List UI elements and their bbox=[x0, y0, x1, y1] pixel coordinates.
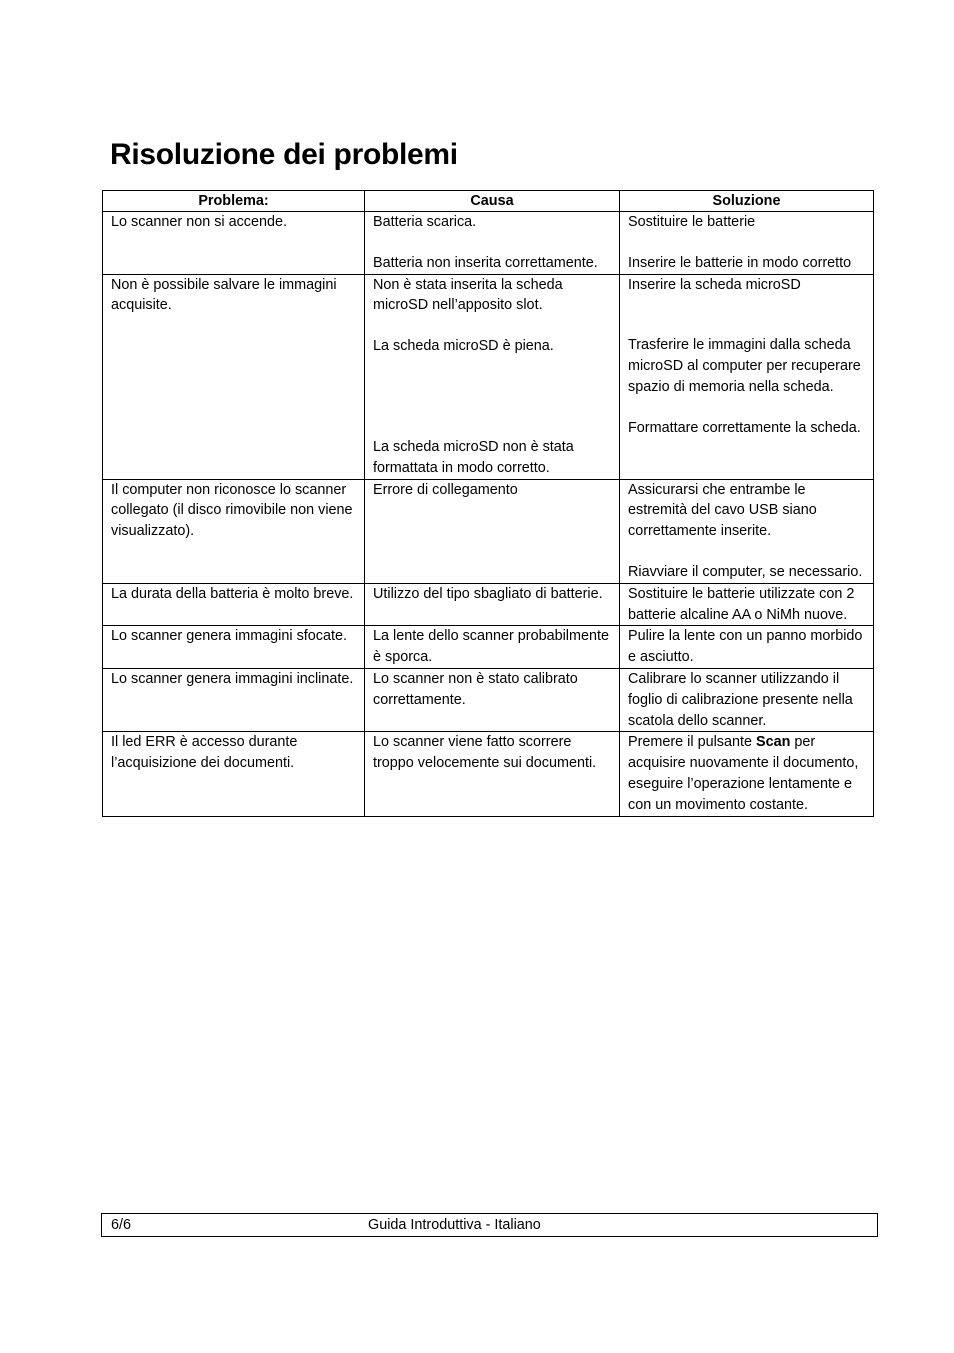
problem-cell bbox=[103, 668, 365, 731]
solution-cell bbox=[620, 626, 874, 669]
table-header-row bbox=[103, 191, 874, 212]
cause-cell bbox=[365, 626, 620, 669]
header-cause: Causa bbox=[365, 191, 620, 212]
problem-text: Lo scanner non si accende. bbox=[111, 214, 288, 230]
troubleshooting-table bbox=[102, 190, 874, 817]
table-row bbox=[103, 212, 874, 275]
problem-cell bbox=[103, 274, 365, 479]
cause-cell bbox=[365, 479, 620, 583]
table-row bbox=[103, 732, 874, 816]
cause-text: Lo scanner viene fatto scorrere troppo velocemente sui documenti. bbox=[373, 734, 597, 772]
problem-cell bbox=[103, 732, 365, 816]
header-solution: Soluzione bbox=[620, 191, 874, 212]
solution-cell bbox=[620, 479, 874, 583]
table-row bbox=[103, 583, 874, 626]
cause-text: Batteria scarica. bbox=[373, 214, 477, 230]
cause-text: Batteria non inserita correttamente. bbox=[373, 254, 598, 271]
cause-text: La scheda microSD è piena. bbox=[373, 338, 554, 355]
problem-cell bbox=[103, 479, 365, 583]
solution-text: Calibrare lo scanner utilizzando il foglio di calibrazione presente nella scatola dello scanner. bbox=[628, 670, 853, 729]
problem-cell bbox=[103, 212, 365, 275]
solution-text: Inserire la scheda microSD bbox=[628, 276, 801, 293]
cause-cell bbox=[365, 274, 620, 479]
table-row bbox=[103, 668, 874, 731]
solution-text: Sostituire le batterie bbox=[628, 214, 756, 230]
cause-text: Lo scanner non è stato calibrato correttamente. bbox=[373, 670, 578, 708]
solution-cell bbox=[620, 668, 874, 731]
solution-text-part: per acquisire nuovamente il documento, eseguire l’operazione lentamente e con un movimento costante. bbox=[628, 734, 859, 813]
page-number: 6/6 bbox=[111, 1217, 132, 1233]
footer-title: Guida Introduttiva - Italiano bbox=[368, 1217, 541, 1233]
solution-cell bbox=[620, 212, 874, 275]
problem-text: La durata della batteria è molto breve. bbox=[111, 585, 354, 602]
solution-cell bbox=[620, 274, 874, 479]
cause-cell bbox=[365, 668, 620, 731]
problem-cell bbox=[103, 626, 365, 669]
solution-text: Inserire le batterie in modo corretto bbox=[628, 254, 852, 271]
cause-text: Utilizzo del tipo sbagliato di batterie. bbox=[373, 585, 603, 602]
cause-text: La scheda microSD non è stata formattata in modo corretto. bbox=[373, 438, 574, 476]
scan-button-label: Scan bbox=[755, 734, 791, 751]
cause-text: Errore di collegamento bbox=[373, 481, 518, 498]
cause-cell bbox=[365, 583, 620, 626]
cause-text: La lente dello scanner probabilmente è sporca. bbox=[373, 628, 610, 666]
problem-text: Il computer non riconosce lo scanner collegato (il disco rimovibile non viene visualizzato). bbox=[111, 481, 353, 540]
table-row bbox=[103, 479, 874, 583]
cause-cell bbox=[365, 212, 620, 275]
page-footer bbox=[101, 1213, 878, 1237]
problem-cell bbox=[103, 583, 365, 626]
solution-text-part: Premere il pulsante bbox=[628, 734, 756, 751]
problem-text: Il led ERR è accesso durante l’acquisizione dei documenti. bbox=[111, 734, 298, 772]
solution-text: Trasferire le immagini dalla scheda microSD al computer per recuperare spazio di memoria nella scheda. bbox=[628, 337, 861, 395]
cause-cell bbox=[365, 732, 620, 816]
solution-text: Riavviare il computer, se necessario. bbox=[628, 563, 863, 580]
solution-text: Assicurarsi che entrambe le estremità del cavo USB siano correttamente inserite. bbox=[628, 481, 817, 540]
problem-text: Non è possibile salvare le immagini acquisite. bbox=[111, 276, 337, 314]
table-row bbox=[103, 274, 874, 479]
solution-text: Pulire la lente con un panno morbido e asciutto. bbox=[628, 628, 863, 666]
solution-text: Sostituire le batterie utilizzate con 2 batterie alcaline AA o NiMh nuove. bbox=[628, 585, 855, 623]
problem-text: Lo scanner genera immagini sfocate. bbox=[111, 628, 347, 645]
solution-text bbox=[628, 732, 866, 815]
table-row bbox=[103, 626, 874, 669]
problem-text: Lo scanner genera immagini inclinate. bbox=[111, 670, 354, 687]
cause-text: Non è stata inserita la scheda microSD nell’apposito slot. bbox=[373, 276, 563, 314]
header-problem: Problema: bbox=[103, 191, 365, 212]
page-title: Risoluzione dei problemi bbox=[110, 138, 458, 171]
solution-cell bbox=[620, 583, 874, 626]
solution-text: Formattare correttamente la scheda. bbox=[628, 419, 861, 436]
solution-cell bbox=[620, 732, 874, 816]
